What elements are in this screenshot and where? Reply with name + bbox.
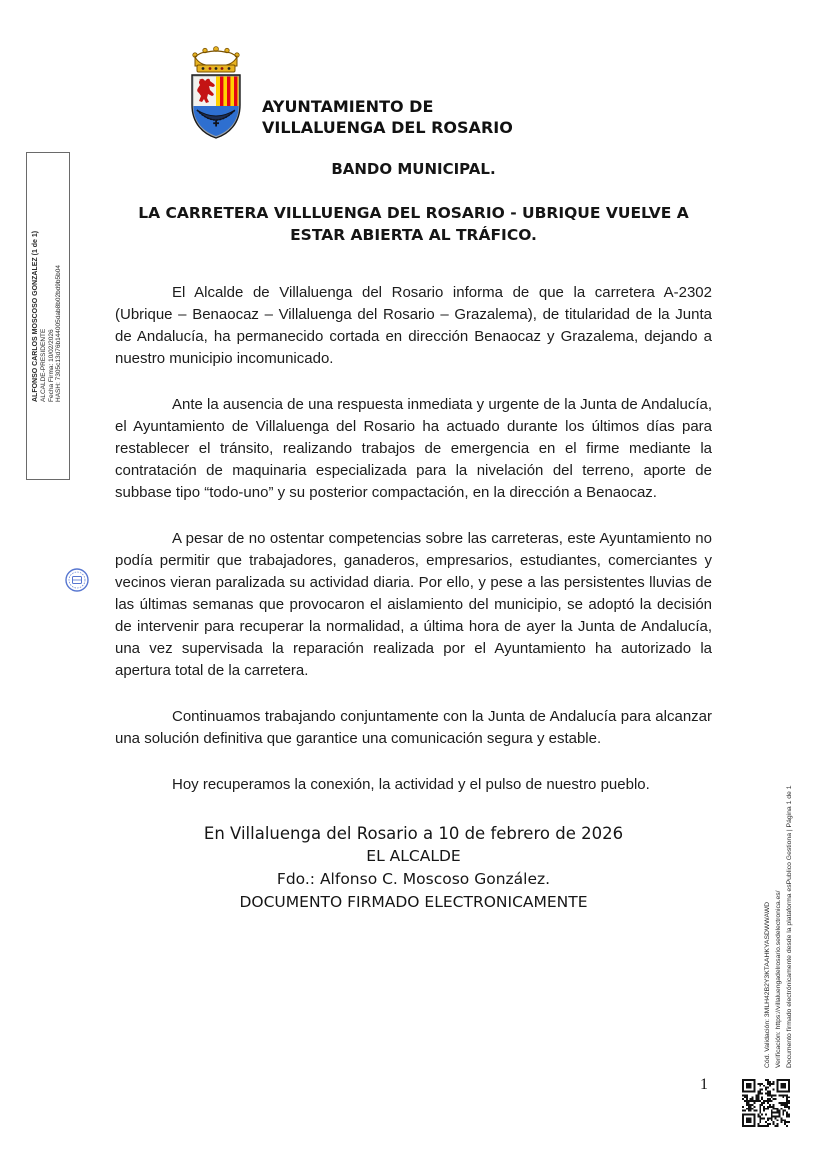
signer-role-line: EL ALCALDE <box>366 847 461 865</box>
document-body <box>115 160 712 914</box>
verification-url: Verificación: https://villaluengadelrosario.sedelectronica.es/ <box>775 890 782 1068</box>
paragraph-1: El Alcalde de Villaluenga del Rosario informa de que la carretera A-2302 (Ubrique – Benaocaz – Villaluenga del Rosario – Grazalema), de titularidad de la Junta de Andalucía, ha permanecido cortada en dirección Benaocaz y Grazalema, dejando a nuestro municipio incomunicado. <box>115 284 712 367</box>
closing-block <box>115 822 712 914</box>
org-name-line1: AYUNTAMIENTO DE <box>262 97 434 116</box>
org-name <box>262 96 513 138</box>
signature-date: Fecha Firma: 10/02/2026 <box>47 329 55 402</box>
paragraph-2: Ante la ausencia de una respuesta inmediata y urgente de la Junta de Andalucía, el Ayuntamiento de Villaluenga del Rosario ha actuado durante los últimos días para restablecer el tránsito, realizando trabajos de emergencia en el firme mediante la contratación de maquinaria especializada para la nivelación del terreno, aporte de subbase tipo “todo-uno” y su posterior compactación, en la dirección a Benaocaz. <box>115 396 712 501</box>
doc-subtitle: BANDO MUNICIPAL. <box>331 160 496 178</box>
signature-hash: HASH: 7305c13d76b144005dab8b02bd9b5b04 <box>55 265 63 402</box>
seal-stamp-icon <box>64 567 90 593</box>
esign-note-line: DOCUMENTO FIRMADO ELECTRONICAMENTE <box>239 893 588 911</box>
shield-icon <box>192 75 240 138</box>
page-number: 1 <box>700 1076 708 1093</box>
paragraph-3: A pesar de no ostentar competencias sobre las carreteras, este Ayuntamiento no podía permitir que trabajadores, ganaderos, empresarios, estudiantes, comerciantes y vecinos vieran paralizada su actividad diaria. Por ello, y pese a las persistentes lluvias de las últimas semanas que provocaron el aislamiento del municipio, se adoptó la decisión de intervenir para recuperar la normalidad, a última hora de ayer la Junta de Andalucía, una vez supervisada la reparación realizada por el Ayuntamiento ha autorizado la apertura total de la carretera. <box>115 530 712 679</box>
verification-strip-text <box>762 720 795 1068</box>
signer-name-line: Fdo.: Alfonso C. Moscoso González. <box>276 870 551 888</box>
crown-icon <box>193 47 239 72</box>
validation-code: Cód. Validación: 3MLH42B2Y3KTAAHKYASDWWAWD <box>764 901 771 1068</box>
coat-of-arms-logo <box>187 46 245 140</box>
qr-code <box>742 1079 790 1127</box>
paragraph-4: Continuamos trabajando conjuntamente con la Junta de Andalucía para alcanzar una solución definitiva que garantice una comunicación segura y estable. <box>115 708 712 747</box>
platform-note: Documento firmado electrónicamente desde la plataforma esPublico Gestiona | Página 1 de 1 <box>786 785 793 1068</box>
paragraph-5: Hoy recuperamos la conexión, la actividad y el pulso de nuestro pueblo. <box>172 776 650 793</box>
signature-strip-text <box>31 207 63 402</box>
org-name-line2: VILLALUENGA DEL ROSARIO <box>262 118 513 137</box>
signer-role: ALCALDE-PRESIDENTE <box>40 328 47 402</box>
coat-of-arms-icon <box>187 46 245 140</box>
qr-code-icon <box>742 1079 790 1127</box>
doc-title: LA CARRETERA VILLLUENGA DEL ROSARIO - UBRIQUE VUELVE A ESTAR ABIERTA AL TRÁFICO. <box>138 204 689 244</box>
signer-name: ALFONSO CARLOS MOSCOSO GONZALEZ (1 de 1) <box>32 230 39 402</box>
place-date-line: En Villaluenga del Rosario a 10 de febrero de 2026 <box>203 824 624 843</box>
